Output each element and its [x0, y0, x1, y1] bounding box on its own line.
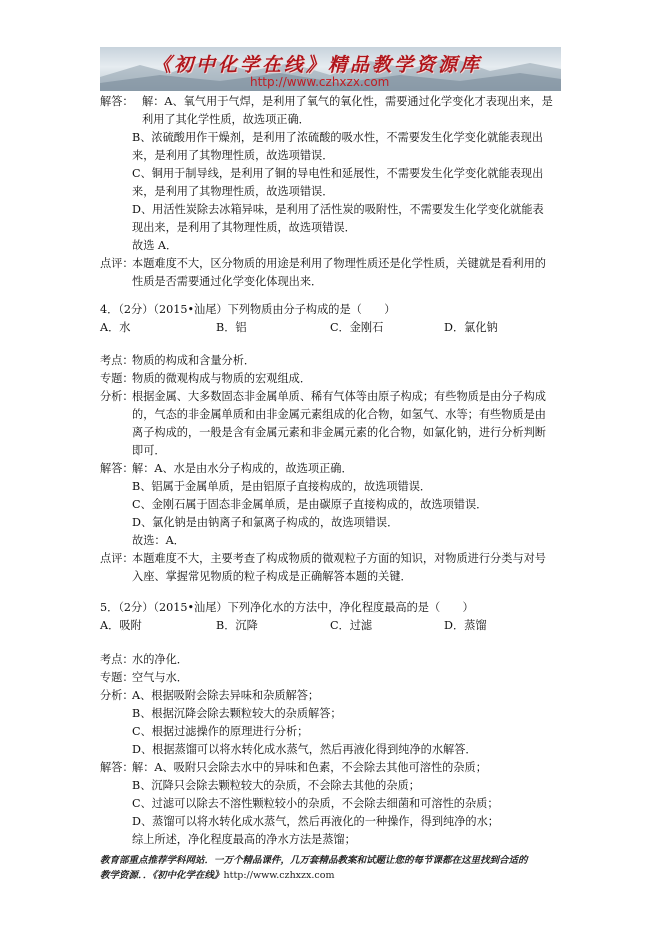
- banner-title: 《初中化学在线》精品教学资源库: [152, 54, 483, 76]
- fenxi-line: 离子构成的，一般是含有金属元素和非金属元素的化合物，如氯化钠，进行分析判断: [132, 426, 546, 439]
- jieda-line: 现出来，是利用了其物理性质，故选项错误．: [132, 221, 356, 234]
- option-a: A．水: [100, 321, 131, 334]
- fenxi-line: 根据金属、大多数固态非金属单质、稀有气体等由原子构成；有些物质是由分子构成: [132, 390, 546, 403]
- footer-line-1: 教育部重点推荐学科网站．一万个精品课件，几万套精品教案和试题让您的每节课都在这里找到合适的: [100, 855, 528, 866]
- option-d: D．蒸馏: [444, 619, 487, 632]
- jieda-line: 解：A、吸附只会除去水中的异味和色素，不会除去其他可溶性的杂质；: [132, 761, 487, 774]
- jieda-line: C、铜用于制导线，是利用了铜的导电性和延展性，不需要发生化学变化就能表现出: [132, 167, 544, 180]
- zhuanti-label: 专题：: [100, 372, 134, 385]
- jieda-label: 解答：: [100, 462, 134, 475]
- q5-question: 5．（2分）（2015•汕尾）下列净化水的方法中，净化程度最高的是（ ）: [100, 601, 474, 614]
- fenxi-label: 分析：: [100, 390, 134, 403]
- dianping-line: 本题难度不大，区分物质的用途是利用了物理性质还是化学性质，关键就是看利用的: [132, 257, 546, 270]
- jieda-line: 综上所述，净化程度最高的净水方法是蒸馏；: [132, 833, 356, 846]
- dianping-label: 点评：: [100, 257, 134, 270]
- dianping-line: 本题难度不大，主要考查了构成物质的微观粒子方面的知识，对物质进行分类与对号: [132, 552, 546, 565]
- kaodian-label: 考点：: [100, 653, 134, 666]
- fenxi-line: C、根据过滤操作的原理进行分析；: [132, 725, 309, 738]
- answer-line: 故选 A．: [132, 239, 178, 252]
- jieda-line: D、蒸馏可以将水转化成水蒸气，然后再液化的一种操作，得到纯净的水；: [132, 815, 499, 828]
- dianping-line: 性质是否需要通过化学变化体现出来．: [132, 275, 323, 288]
- answer-line: 故选：A．: [132, 534, 185, 547]
- q4-analysis-section: [100, 352, 570, 586]
- option-a: A．吸附: [100, 619, 142, 632]
- fenxi-line: 即可．: [132, 444, 166, 457]
- jieda-label: 解答：: [100, 761, 134, 774]
- jieda-line: 来，是利用了其物理性质，故选项错误．: [132, 185, 334, 198]
- option-c: C．金刚石: [330, 321, 384, 334]
- jieda-line: B、铝属于金属单质，是由铝原子直接构成的，故选项错误．: [132, 480, 432, 493]
- jieda-line: C、金刚石属于固态非金属单质，是由碳原子直接构成的，故选项错误．: [132, 498, 488, 511]
- jieda-line: 利用了其化学性质，故选项正确．: [142, 113, 310, 126]
- fenxi-label: 分析：: [100, 689, 134, 702]
- fenxi-line: B、根据沉降会除去颗粒较大的杂质解答；: [132, 707, 342, 720]
- kaodian-label: 考点：: [100, 354, 134, 367]
- dianping-line: 入座、掌握常见物质的粒子构成是正确解答本题的关键．: [132, 570, 412, 583]
- q4-question: 4．（2分）（2015•汕尾）下列物质由分子构成的是（ ）: [100, 303, 396, 316]
- dianping-label: 点评：: [100, 552, 134, 565]
- footer-note: [100, 853, 570, 883]
- fenxi-line: A、根据吸附会除去异味和杂质解答；: [132, 689, 320, 702]
- jieda-line: 解：A、氧气用于气焊，是利用了氧气的氧化性，需要通过化学变化才表现出来，是: [142, 95, 553, 108]
- jieda-line: D、氯化钠是由钠离子和氯离子构成的，故选项错误．: [132, 516, 399, 529]
- fenxi-line: D、根据蒸馏可以将水转化成水蒸气，然后再液化得到纯净的水解答．: [132, 743, 477, 756]
- q5-options: [100, 617, 570, 635]
- jieda-line: B、浓硫酸用作干燥剂，是利用了浓硫酸的吸水性，不需要发生化学变化就能表现出: [132, 131, 543, 144]
- option-b: B．铝: [216, 321, 247, 334]
- kaodian-text: 水的净化．: [132, 653, 188, 666]
- option-c: C．过滤: [330, 619, 373, 632]
- option-d: D．氯化钠: [444, 321, 498, 334]
- fenxi-line: 的，气态的非金属单质和由非金属元素组成的化合物，如氢气、水等；有些物质是由: [132, 408, 546, 421]
- header-banner: [100, 47, 561, 91]
- zhuanti-label: 专题：: [100, 671, 134, 684]
- banner-url[interactable]: http://www.czhxzx.com: [250, 75, 390, 89]
- zhuanti-text: 空气与水．: [132, 671, 188, 684]
- q4-options: [100, 319, 570, 337]
- footer-line-2: 教学资源．．《初中化学在线》http://www.czhxzx.com: [100, 870, 335, 881]
- option-b: B．沉降: [216, 619, 258, 632]
- q3-answer-section: [100, 93, 570, 291]
- jieda-line: C、过滤可以除去不溶性颗粒较小的杂质，不会除去细菌和可溶性的杂质；: [132, 797, 499, 810]
- jieda-label: 解答：: [100, 95, 134, 108]
- jieda-line: 解：A、水是由水分子构成的，故选项正确．: [132, 462, 353, 475]
- kaodian-text: 物质的构成和含量分析．: [132, 354, 256, 367]
- jieda-line: D、用活性炭除去冰箱异味，是利用了活性炭的吸附性，不需要发生化学变化就能表: [132, 203, 544, 216]
- jieda-line: B、沉降只会除去颗粒较大的杂质，不会除去其他的杂质；: [132, 779, 420, 792]
- q5-analysis-section: [100, 651, 570, 849]
- zhuanti-text: 物质的微观构成与物质的宏观组成．: [132, 372, 312, 385]
- footer-url[interactable]: http://www.czhxzx.com: [223, 870, 335, 881]
- jieda-line: 来，是利用了其物理性质，故选项错误．: [132, 149, 334, 162]
